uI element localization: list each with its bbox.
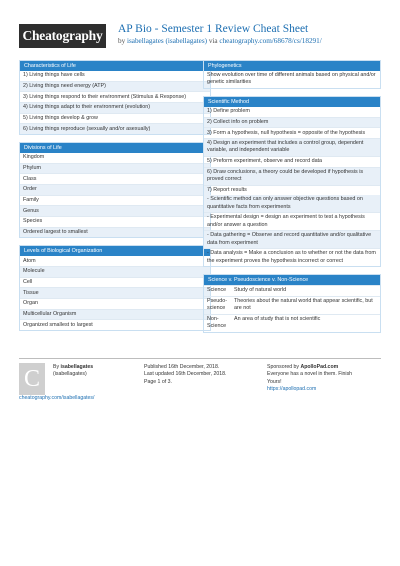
footer-divider	[19, 358, 381, 359]
note-item: - Scientific method can only answer objective questions based on quantitative facts from experiments	[204, 195, 380, 212]
sponsor-tagline-2: Yours!	[267, 378, 282, 385]
list-item: Show evolution over time of different animals based on physical and/or genetic similarities	[207, 72, 376, 86]
list-item: 3) Living things respond to their environment (Stimulus & Response)	[20, 91, 210, 102]
note-item: - Data analysis = Make a conclusion as to whether or not the data from the experiment proves the hypothesis incorrect or correct	[204, 248, 380, 266]
list-item: Phylum	[20, 163, 210, 174]
levels-box	[19, 245, 211, 331]
list-item: Class	[20, 173, 210, 184]
list-item: 1) Define problem	[207, 108, 250, 115]
list-item: Organized smallest to largest	[20, 319, 210, 330]
footer-publish-info	[144, 364, 226, 386]
list-item: Molecule	[20, 266, 210, 277]
note-item: - Experimental design = design an experiment to test a hypothesis and/or answer a question	[204, 212, 380, 230]
definition: Study of natural world	[234, 287, 287, 294]
author-link[interactable]: isabellagates (isabellagates)	[126, 37, 208, 45]
list-item: 6) Draw conclusions, a theory could be developed if hypothesis is proved correct	[204, 167, 380, 185]
list-item: Ordered largest to smallest	[20, 227, 210, 238]
definition: An area of study that is not scientific	[234, 315, 321, 322]
author-profile-link[interactable]: cheatography.com/isabellagates/	[19, 395, 95, 401]
section-heading: Scientific Method	[204, 97, 380, 107]
list-item: Kingdom	[23, 154, 45, 161]
page-header	[0, 0, 400, 58]
sponsor-tagline: Everyone has a novel in them. Finish	[267, 371, 353, 378]
list-item: Tissue	[20, 287, 210, 298]
divisions-box	[19, 142, 211, 238]
list-item: Atom	[23, 257, 36, 264]
table-row	[204, 296, 380, 314]
sponsor-name[interactable]: ApolloPad.com	[300, 364, 339, 370]
section-heading: Science v. Pseudoscience v. Non-Science	[204, 275, 380, 285]
cheatography-logo[interactable]: Cheatography	[19, 24, 106, 48]
list-item: Order	[20, 184, 210, 195]
section-heading: Levels of Biological Organization	[20, 246, 210, 256]
list-item: 1) Living things have cells	[23, 72, 85, 79]
section-heading: Divisions of Life	[20, 143, 210, 153]
term: Non-Science	[207, 315, 227, 330]
via-label: via	[208, 37, 218, 45]
byline	[118, 37, 322, 45]
section-heading: Characteristics of Life	[20, 61, 210, 71]
section-heading: Phylogenetics	[204, 61, 380, 71]
definition: Theories about the natural world that appear scientific, but are not	[234, 298, 373, 312]
by-label: By	[53, 364, 60, 370]
right-column	[203, 60, 381, 340]
list-item: 2) Living things need energy (ATP)	[20, 81, 210, 92]
list-item: 5) Preform experiment, observe and record data	[204, 156, 380, 167]
list-item: Genus	[20, 205, 210, 216]
list-item: 4) Living things adapt to their environment (evolution)	[20, 102, 210, 113]
list-item: 6) Living things reproduce (sexually and/or asexually)	[20, 123, 210, 134]
updated-date: Last updated 16th December, 2018.	[144, 371, 227, 378]
cheatography-c-icon: C	[19, 363, 45, 395]
phylogenetics-box	[203, 60, 381, 89]
list-item: Cell	[20, 277, 210, 288]
characteristics-box	[19, 60, 211, 135]
list-item: 3) Form a hypothesis, null hypothesis = opposite of the hypothesis	[204, 127, 380, 138]
sheet-url-link[interactable]: cheatography.com/68678/cs/18291/	[219, 37, 322, 45]
footer-author-name: isabellagates	[60, 364, 94, 370]
table-row	[204, 285, 380, 296]
by-label: by	[118, 37, 126, 45]
footer-sponsor	[267, 364, 352, 394]
list-item: Organ	[20, 298, 210, 309]
page-number: Page 1 of 3.	[144, 378, 172, 385]
sponsored-label: Sponsored by	[267, 364, 300, 370]
term: Pseudo-science	[207, 298, 228, 312]
footer-author-handle: (isabellagates)	[53, 371, 87, 378]
published-date: Published 16th December, 2018.	[144, 364, 220, 370]
page-title: AP Bio - Semester 1 Review Cheat Sheet	[118, 23, 309, 35]
sponsor-link[interactable]: https://apollopad.com	[267, 386, 317, 393]
note-item: - Data gathering = Observe and record quantitative and/or qualitative data from experiment	[204, 230, 380, 248]
list-item: 5) Living things develop & grow	[20, 113, 210, 124]
list-item: 2) Collect info on problem	[204, 117, 380, 128]
list-item: Species	[20, 216, 210, 227]
table-row	[204, 314, 380, 332]
science-box	[203, 274, 381, 333]
list-item: Family	[20, 195, 210, 206]
list-item: 7) Report results	[204, 185, 380, 196]
footer-author	[53, 364, 93, 379]
term: Science	[207, 287, 227, 294]
scientific-method-box	[203, 96, 381, 267]
left-column	[19, 60, 211, 338]
list-item: Multicellular Organism	[20, 309, 210, 320]
list-item: 4) Design an experiment that includes a control group, dependent variable, and independent variable	[204, 138, 380, 156]
